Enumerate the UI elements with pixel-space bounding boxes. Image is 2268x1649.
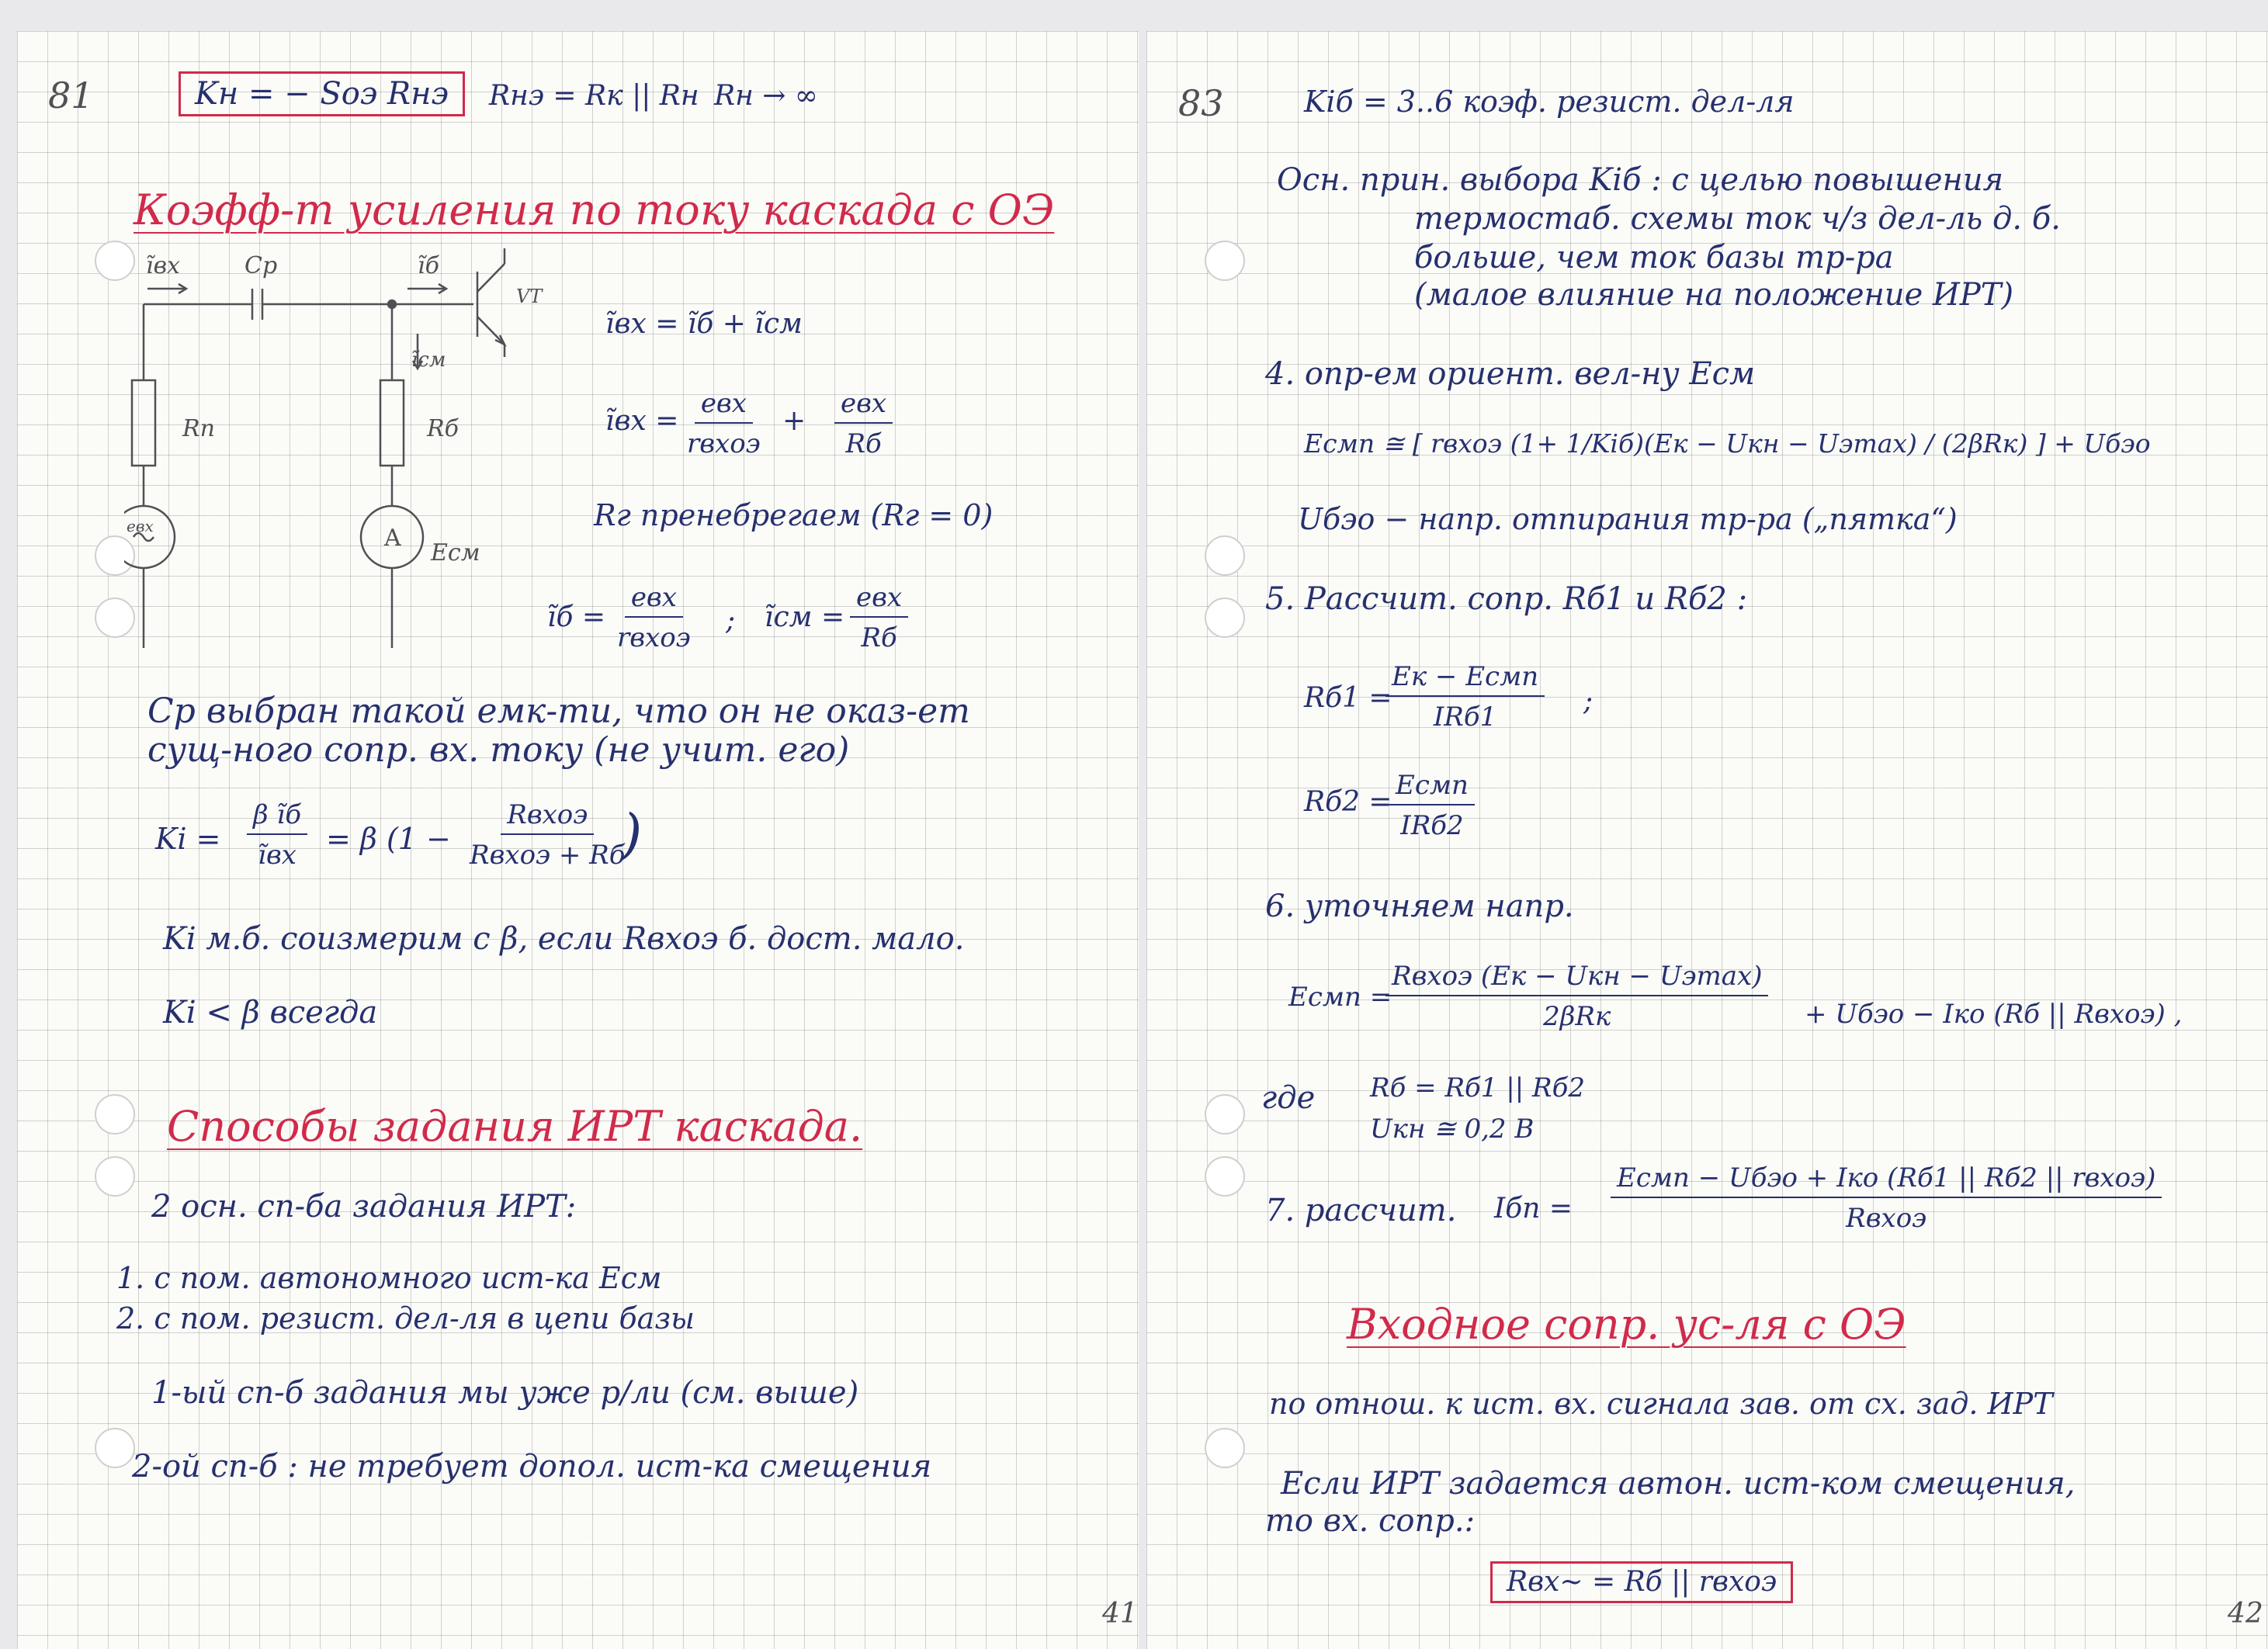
ki-mid: = β (1 − <box>326 822 451 856</box>
eq-in-frac2-num: eвх <box>834 388 893 424</box>
esm-refined-frac <box>1385 961 1768 1032</box>
method-1-note: 1-ый сп-б задания мы уже р/ли (см. выше) <box>151 1375 859 1411</box>
label-i-sm: ĩсм <box>411 348 446 372</box>
eq-in-frac1-den: rвхоэ <box>687 428 761 459</box>
method-2-note: 2-ой сп-б : не требует допол. ист-ка смещения <box>132 1449 932 1484</box>
esm-refined-den: 2βRк <box>1543 1001 1611 1032</box>
ibp-num: Eсмп − Uбэо + Iко (Rб1 || Rб2 || rвхоэ) <box>1611 1162 2162 1198</box>
cp-note-line2: сущ-ного сопр. вх. току (не учит. его) <box>147 730 850 770</box>
binder-hole <box>95 1428 135 1468</box>
label-cp: Cp <box>244 252 278 279</box>
page-number-left: 41 <box>1102 1598 1138 1630</box>
where-ukn: Uкн ≅ 0,2 В <box>1370 1114 1535 1145</box>
esm-refined-tail: + Uбэо − Iко (Rб || Rвхоэ) , <box>1805 999 2183 1030</box>
eq-separator: ; <box>726 605 736 636</box>
circuit-diagram <box>124 233 559 667</box>
ki-frac2-den: Rвхоэ + Rб <box>470 840 626 871</box>
rnh-formula: Rнэ = Rк || Rн <box>489 80 699 112</box>
eq-ib-lhs: ĩб = <box>547 601 606 633</box>
step-6: 6. уточняем напр. <box>1265 889 1574 924</box>
esm-refined-lhs: Eсмп = <box>1288 982 1392 1013</box>
heading-current-gain: Коэфф-т усиления по току каскада с ОЭ <box>134 185 1055 234</box>
binder-hole <box>1205 1156 1245 1197</box>
input-res-line: по отнош. к ист. вх. сигнала зав. от сх. зад. ИРТ <box>1269 1387 2053 1421</box>
section-id-right: 83 <box>1178 82 1224 124</box>
ibp-lhs: Iбп = <box>1494 1193 1573 1225</box>
rb1-den: IRб1 <box>1433 702 1497 733</box>
ibp-den: Rвхоэ <box>1846 1203 1927 1234</box>
where-label: где <box>1261 1080 1316 1116</box>
kib-line: Kiб = 3..6 коэф. резист. дел-ля <box>1304 85 1795 119</box>
ki-frac1-den: ĩвх <box>258 840 297 871</box>
ki-frac1 <box>247 799 307 871</box>
autonomous-line2: то вх. сопр.: <box>1265 1503 1476 1539</box>
eq-ib-frac <box>617 582 691 653</box>
step-7-label: 7. рассчит. <box>1265 1193 1457 1228</box>
esm-formula: Eсмп ≅ [ rвхоэ (1+ 1/Kiб)(Eк − Uкн − Uэmax) / (2βRк) ] + Uбэо <box>1304 428 2151 459</box>
rb2-den: IRб2 <box>1400 810 1464 841</box>
ibp-frac <box>1611 1162 2162 1234</box>
eq-ism-num: eвх <box>850 582 908 618</box>
binder-hole <box>1205 241 1245 281</box>
label-ammeter: A <box>384 525 401 552</box>
eq-in-frac1-num: eвх <box>695 388 753 424</box>
binder-hole <box>1205 1094 1245 1135</box>
eq-ism-lhs: ĩсм = <box>765 601 845 633</box>
rn-limit-formula: Rн → ∞ <box>714 80 818 112</box>
label-source: eвх <box>127 517 154 535</box>
rb1-num: Eк − Eсмп <box>1385 661 1545 697</box>
kib-reason-line2: термостаб. схемы ток ч/з дел-ль д. б. <box>1414 201 2061 237</box>
label-i-in: ĩвх <box>146 252 180 279</box>
ki-frac2 <box>470 799 626 871</box>
eq-in-lhs: ĩвх = <box>605 405 679 437</box>
eq-ib-num: eвх <box>625 582 683 618</box>
rb1-lhs: Rб1 = <box>1304 682 1392 714</box>
rb2-frac <box>1389 770 1475 841</box>
label-esm: Eсм <box>431 539 480 566</box>
method-2: 2. с пом. резист. дел-ля в цепи базы <box>116 1301 695 1335</box>
binder-hole <box>95 1094 135 1135</box>
rb1-frac <box>1385 661 1545 733</box>
section-id: 81 <box>48 74 94 116</box>
kib-reason-line4: (малое влияние на положение ИРТ) <box>1414 277 2014 313</box>
label-ib: ĩб <box>418 252 439 279</box>
step-5: 5. Рассчит. сопр. Rб1 и Rб2 : <box>1265 581 1748 617</box>
eq-ism-den: Rб <box>861 622 897 653</box>
page-number-right: 42 <box>2228 1598 2263 1630</box>
binder-hole <box>1205 598 1245 638</box>
ki-close: ) <box>621 802 643 866</box>
step-4: 4. опр-ем ориент. вел-ну Eсм <box>1265 356 1756 392</box>
eq-ib-den: rвхоэ <box>617 622 691 653</box>
eq-ism-frac <box>850 582 908 653</box>
ki-frac1-num: β ĩб <box>247 799 307 835</box>
rb2-num: Eсмп <box>1389 770 1475 805</box>
eq-in-frac2-den: Rб <box>845 428 882 459</box>
kib-reason-line3: больше, чем ток базы тр-ра <box>1414 240 1894 275</box>
label-rn: Rп <box>182 415 215 442</box>
ki-always: Ki < β всегда <box>163 995 378 1031</box>
ki-frac2-num: Rвхоэ <box>501 799 594 835</box>
ubeo-note: Uбэо − напр. отпирания тр-ра („пятка“) <box>1298 502 1958 536</box>
method-1: 1. с пом. автономного ист-ка Eсм <box>116 1261 662 1295</box>
methods-intro: 2 осн. сп-ба задания ИРТ: <box>151 1189 577 1225</box>
label-rb: Rб <box>427 415 459 442</box>
heading-methods: Способы задания ИРТ каскада. <box>167 1102 863 1151</box>
binder-hole <box>1205 1428 1245 1468</box>
eq-in-frac2 <box>834 388 893 459</box>
gain-formula-boxed: Kн = − Sоэ Rнэ <box>179 71 465 116</box>
binder-hole <box>95 1156 135 1197</box>
heading-input-resistance: Входное сопр. ус-ля с ОЭ <box>1347 1300 1906 1349</box>
eq-in-plus: + <box>782 405 806 437</box>
rb2-lhs: Rб2 = <box>1304 786 1392 818</box>
eq-in-frac1 <box>687 388 761 459</box>
where-rb: Rб = Rб1 || Rб2 <box>1370 1072 1585 1103</box>
kib-reason-line1: Осн. прин. выбора Kiб : с целью повышения <box>1277 162 2004 198</box>
ki-compare: Ki м.б. соизмерим с β, если Rвхоэ б. дост. мало. <box>163 921 965 957</box>
rb1-separator: ; <box>1583 685 1593 717</box>
label-vt: VT <box>516 286 543 307</box>
final-formula-boxed: Rвх~ = Rб || rвхоэ <box>1490 1561 1793 1603</box>
ki-lhs: Ki = <box>155 822 221 856</box>
esm-refined-num: Rвхоэ (Eк − Uкн − Uэmax) <box>1385 961 1768 996</box>
binder-hole <box>1205 535 1245 576</box>
neglect-note: Rг пренебрегаем (Rг = 0) <box>594 498 994 532</box>
cp-note-line1: Cp выбран такой емк-ти, что он не оказ-ет <box>147 691 970 731</box>
autonomous-line1: Если ИРТ задается автон. ист-ком смещения, <box>1281 1466 2076 1502</box>
eq-current-sum: ĩвх = ĩб + ĩсм <box>605 308 803 340</box>
